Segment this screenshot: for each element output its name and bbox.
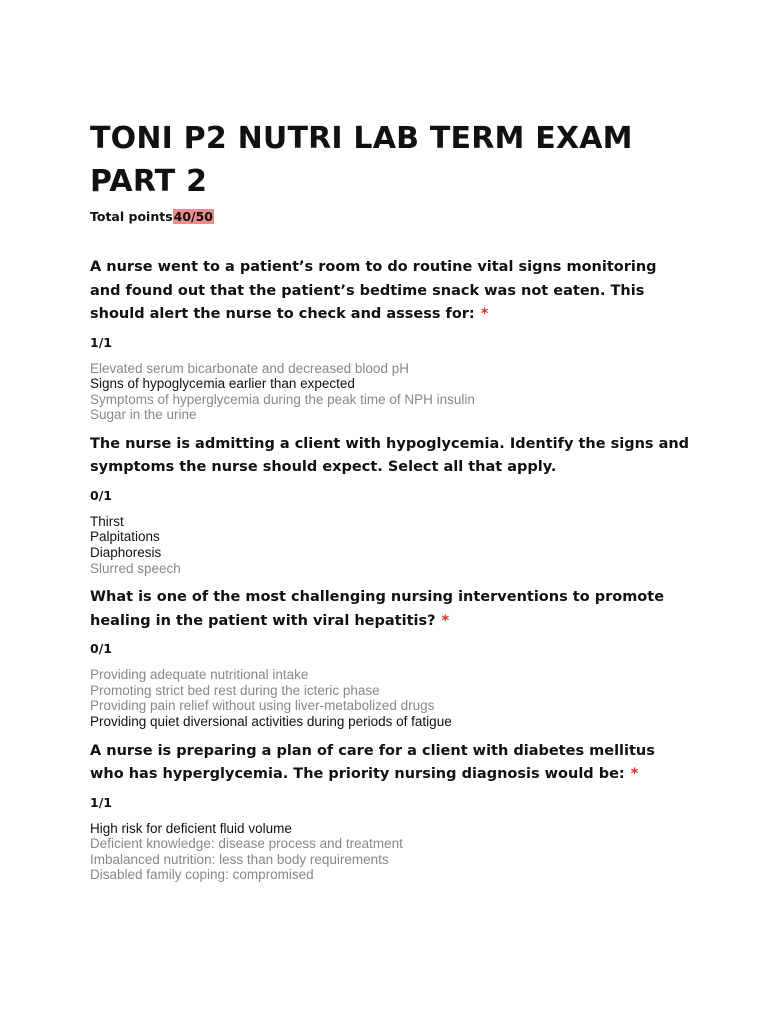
option-selected: High risk for deficient fluid volume xyxy=(90,820,292,836)
question-2-text: The nurse is admitting a client with hypoglycemia. Identify the signs and symptoms the nurse should expect. Select all that apply. xyxy=(90,435,690,476)
option-selected: Diaphoresis xyxy=(90,545,162,561)
total-points xyxy=(90,209,690,225)
required-asterisk: * xyxy=(480,306,489,322)
option: Slurred speech xyxy=(90,560,181,576)
page-title: TONI P2 NUTRI LAB TERM EXAM PART 2 xyxy=(90,121,633,199)
question-3-text: What is one of the most challenging nursing interventions to promote healing in the patient with viral hepatitis? xyxy=(90,589,665,629)
total-points-label: Total points xyxy=(90,209,173,224)
option: Sugar in the urine xyxy=(90,407,197,423)
question-1-points: 1/1 xyxy=(90,334,112,350)
question-1 xyxy=(90,256,690,423)
question-4-options xyxy=(90,821,690,883)
option-selected: Providing quiet diversional activities during periods of fatigue xyxy=(90,714,452,730)
question-4-text: A nurse is preparing a plan of care for a client with diabetes mellitus who has hyperglycemia. The priority nursing diagnosis would be: xyxy=(90,742,655,783)
question-4 xyxy=(90,740,690,883)
question-2-options xyxy=(90,514,690,576)
question-2 xyxy=(90,433,690,576)
question-text xyxy=(90,740,690,787)
option: Disabled family coping: compromised xyxy=(90,867,314,883)
quiz-results-page xyxy=(90,117,690,883)
option: Providing adequate nutritional intake xyxy=(90,667,309,683)
option: Imbalanced nutrition: less than body requirements xyxy=(90,851,389,867)
question-1-options xyxy=(90,361,690,423)
option: Providing pain relief without using liver-metabolized drugs xyxy=(90,698,435,714)
total-score-badge: 40/50 xyxy=(173,209,213,224)
question-text xyxy=(90,433,690,480)
question-3 xyxy=(90,586,690,729)
option: Promoting strict bed rest during the icteric phase xyxy=(90,682,380,698)
option: Deficient knowledge: disease process and treatment xyxy=(90,836,403,852)
question-1-text: A nurse went to a patient’s room to do routine vital signs monitoring and found out that the patient’s bedtime snack was not eaten. This should alert the nurse to check and assess for: xyxy=(90,259,657,322)
question-4-points: 1/1 xyxy=(90,794,112,810)
required-asterisk: * xyxy=(630,766,639,783)
question-text xyxy=(90,586,690,633)
question-3-options xyxy=(90,667,690,729)
required-asterisk: * xyxy=(441,612,450,629)
option: Elevated serum bicarbonate and decreased blood pH xyxy=(90,360,409,376)
question-text xyxy=(90,256,690,327)
question-2-points: 0/1 xyxy=(90,487,112,503)
option: Symptoms of hyperglycemia during the peak time of NPH insulin xyxy=(90,391,475,407)
option-selected: Signs of hypoglycemia earlier than expected xyxy=(90,376,355,392)
option-selected: Thirst xyxy=(90,513,124,529)
option-selected: Palpitations xyxy=(90,529,160,545)
question-3-points: 0/1 xyxy=(90,641,112,657)
